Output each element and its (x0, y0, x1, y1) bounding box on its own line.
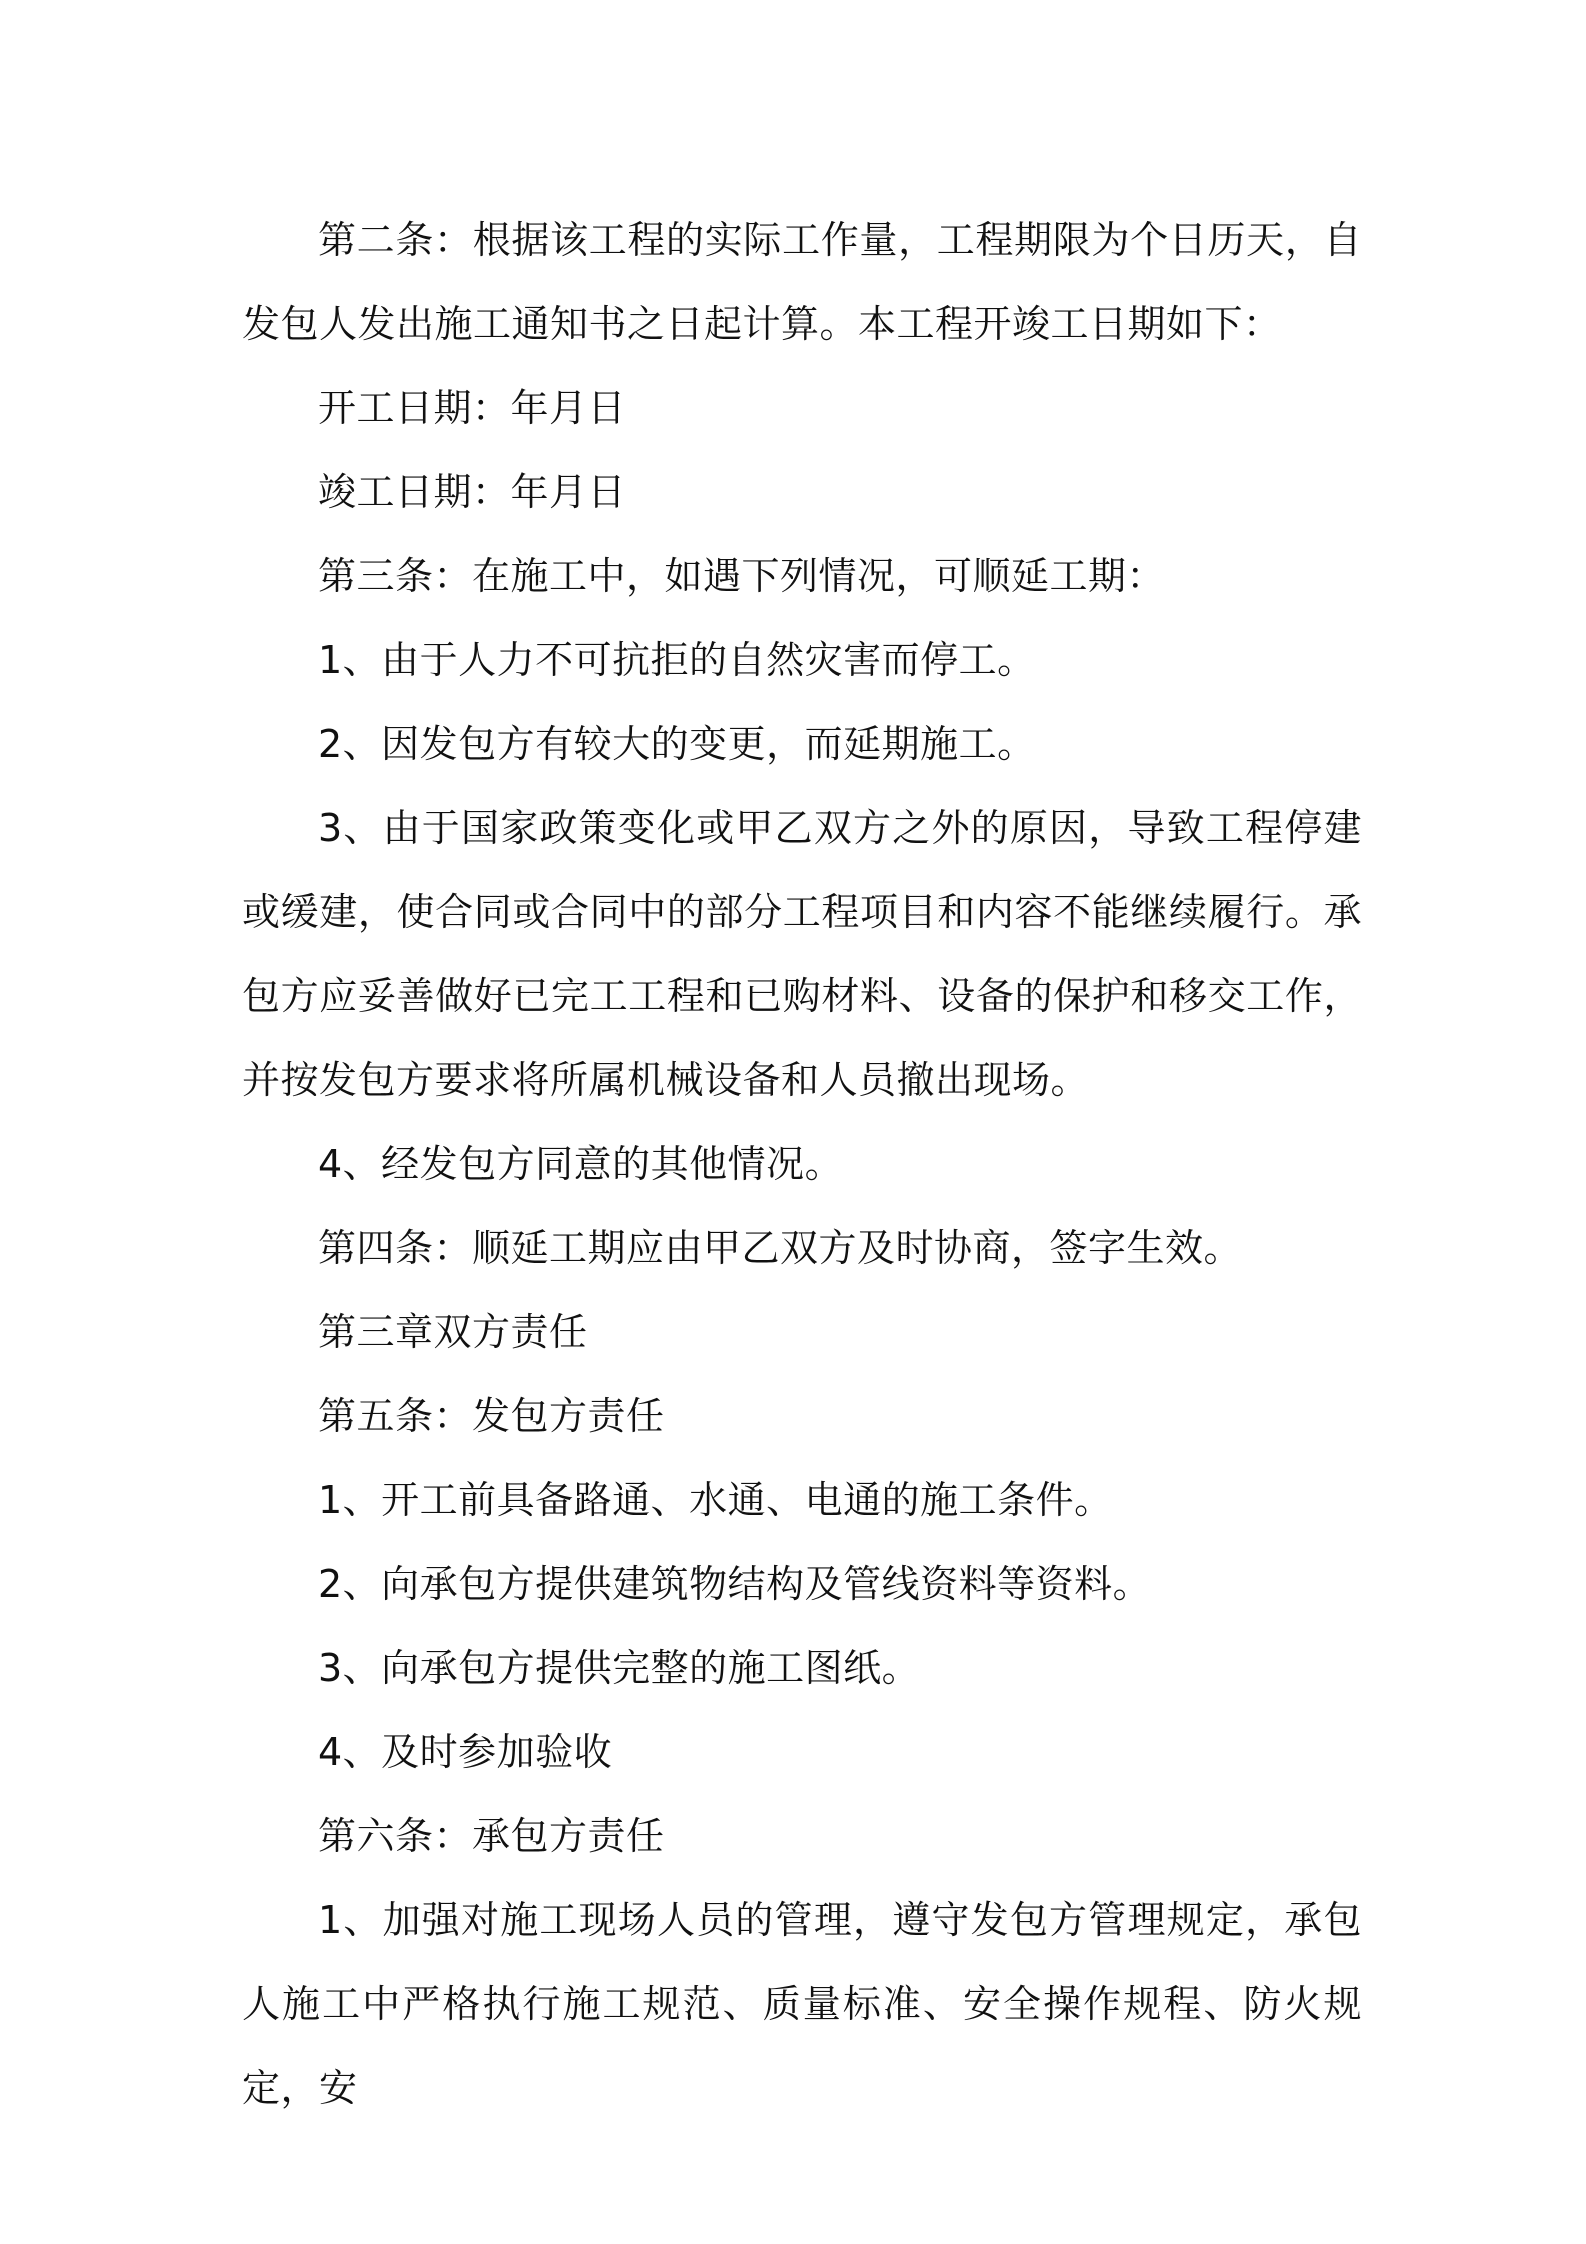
article-5-item-2: 2、向承包方提供建筑物结构及管线资料等资料。 (318, 1562, 1152, 1606)
article-3-item-2: 2、因发包方有较大的变更，而延期施工。 (318, 722, 1036, 766)
article-5-item-3: 3、向承包方提供完整的施工图纸。 (318, 1646, 921, 1690)
article-3-heading: 第三条：在施工中，如遇下列情况，可顺延工期： (318, 554, 1166, 598)
document-body (242, 198, 1362, 2130)
article-3-item-1: 1、由于人力不可抗拒的自然灾害而停工。 (318, 638, 1036, 682)
article-6-item-1: 1、加强对施工现场人员的管理，遵守发包方管理规定，承包人施工中严格执行施工规范、质量标准、安全操作规程、防火规定，安 (242, 1898, 1362, 2110)
article-5-item-4: 4、及时参加验收 (318, 1730, 613, 1774)
article-2-paragraph: 第二条：根据该工程的实际工作量，工程期限为个日历天，自发包人发出施工通知书之日起计算。本工程开竣工日期如下： (242, 218, 1362, 346)
article-4-paragraph: 第四条：顺延工期应由甲乙双方及时协商，签字生效。 (318, 1226, 1243, 1270)
article-5-item-1: 1、开工前具备路通、水通、电通的施工条件。 (318, 1478, 1113, 1522)
article-5-heading: 第五条：发包方责任 (318, 1394, 665, 1438)
article-3-item-4: 4、经发包方同意的其他情况。 (318, 1142, 844, 1186)
chapter-3-heading: 第三章双方责任 (318, 1310, 588, 1354)
completion-date-line: 竣工日期：年月日 (318, 470, 627, 514)
start-date-line: 开工日期：年月日 (318, 386, 627, 430)
article-3-item-3: 3、由于国家政策变化或甲乙双方之外的原因，导致工程停建或缓建，使合同或合同中的部分工程项目和内容不能继续履行。承包方应妥善做好已完工工程和已购材料、设备的保护和移交工作，并按发包方要求将所属机械设备和人员撤出现场。 (242, 806, 1362, 1102)
article-6-heading: 第六条：承包方责任 (318, 1814, 665, 1858)
